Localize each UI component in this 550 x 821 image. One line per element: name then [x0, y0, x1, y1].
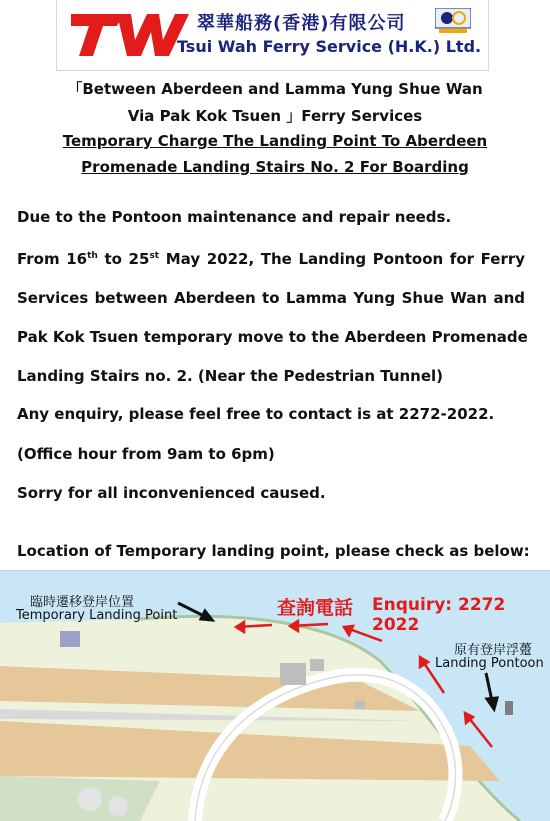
notice-paragraph-8: Sorry for all inconvenienced caused. — [17, 484, 326, 502]
notice-subtitle-line-1: Temporary Charge The Landing Point To Aberdeen — [62, 132, 488, 150]
company-name-en: Tsui Wah Ferry Service (H.K.) Ltd. — [177, 37, 482, 56]
notice-paragraph-5: Landing Stairs no. 2. (Near the Pedestrian Tunnel) — [17, 367, 444, 385]
certification-badge-icon — [435, 8, 471, 34]
date-to: to 25 — [97, 250, 150, 268]
temp-landing-label-en: Temporary Landing Point — [16, 608, 178, 623]
pontoon-label-en: Landing Pontoon — [435, 656, 544, 671]
temp-landing-label-cn: 臨時遷移登岸位置 — [30, 595, 135, 610]
notice-paragraph-4: Pak Kok Tsuen temporary move to the Aberdeen Promenade — [17, 328, 528, 346]
notice-paragraph-7: (Office hour from 9am to 6pm) — [17, 445, 275, 463]
notice-subtitle-line-2: Promenade Landing Stairs No. 2 For Boarding — [81, 158, 469, 176]
notice-title-line-2: Via Pak Kok Tsuen 」Ferry Services — [127, 107, 423, 125]
company-name-cn: 翠華船務(香港)有限公司 — [197, 13, 406, 34]
map-caption: Location of Temporary landing point, please check as below: — [17, 542, 530, 560]
notice-paragraph-3: Services between Aberdeen to Lamma Yung Shue Wan and — [17, 289, 525, 307]
date-rest: May 2022, The Landing Pontoon for Ferry — [159, 250, 526, 268]
date-from: From 16 — [17, 250, 88, 268]
date-to-suffix: st — [149, 251, 160, 261]
pontoon-label-cn: 原有登岸浮躉 — [454, 643, 533, 658]
notice-paragraph-1: Due to the Pontoon maintenance and repair needs. — [17, 208, 452, 226]
notice-title-line-1: 「Between Aberdeen and Lamma Yung Shue Wan — [67, 80, 483, 98]
enquiry-phone: Enquiry: 2272 2022 — [372, 595, 506, 635]
tw-logo-icon — [71, 12, 189, 58]
notice-paragraph-6: Any enquiry, please feel free to contact is at 2272-2022. — [17, 405, 495, 423]
date-from-suffix: th — [87, 251, 98, 261]
company-header — [56, 0, 489, 71]
notice-paragraph-2 — [17, 250, 525, 268]
enquiry-label-cn: 查詢電話 — [277, 597, 354, 619]
location-map — [0, 570, 550, 821]
